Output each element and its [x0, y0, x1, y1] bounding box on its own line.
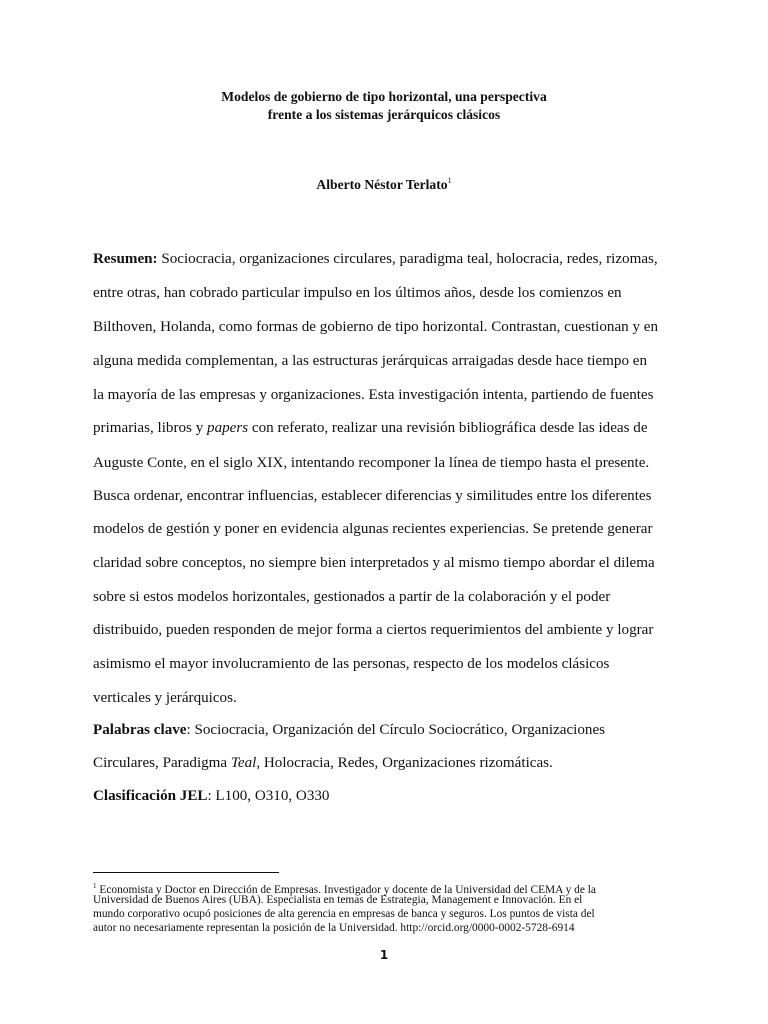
keywords-text-2c: , Holocracia, Redes, Organizaciones rizomáticas. [256, 755, 553, 771]
footnote-line-2: Universidad de Buenos Aires (UBA). Especialista en temas de Estrategia, Management e Innovación. En el [93, 894, 583, 906]
author-line [0, 176, 768, 193]
abstract-text-6c: con referato, realizar una revisión bibliográfica desde las ideas de [251, 420, 648, 436]
footnote-text-1: Economista y Doctor en Dirección de Empresas. Investigador y docente de la Universidad del CEMA y de la [99, 884, 596, 896]
abstract-line-3: Bilthoven, Holanda, como formas de gobierno de tipo horizontal. Contrastan, cuestionan y en [93, 319, 659, 335]
author-footnote-mark: 1 [447, 176, 452, 185]
abstract-line-5: la mayoría de las empresas y organizaciones. Esta investigación intenta, partiendo de fuentes [93, 387, 654, 403]
abstract-label: Resumen: [93, 251, 158, 267]
title-line-2: frente a los sistemas jerárquicos clásicos [267, 107, 501, 122]
abstract-line-1 [93, 250, 658, 268]
abstract-line-13: asimismo el mayor involucramiento de las personas, respecto de los modelos clásicos [93, 656, 610, 672]
abstract-line-9: modelos de gestión y poner en evidencia algunas recientes experiencias. Se pretende generar [93, 521, 653, 537]
footnote-mark: 1 [93, 882, 97, 890]
abstract-line-4: alguna medida complementan, a las estructuras jerárquicas arraigadas desde hace tiempo en [93, 353, 648, 369]
keywords-label: Palabras clave [93, 722, 187, 738]
abstract-text-6a: primarias, libros y [93, 420, 204, 436]
keywords-text-2a: Circulares, Paradigma [93, 755, 228, 771]
jel-line [93, 787, 329, 805]
title-line-1: Modelos de gobierno de tipo horizontal, una perspectiva [221, 89, 547, 104]
keywords-line-1 [93, 721, 605, 739]
abstract-line-8: Busca ordenar, encontrar influencias, establecer diferencias y similitudes entre los diferentes [93, 488, 652, 504]
keywords-text-1: : Sociocracia, Organización del Círculo Sociocrático, Organizaciones [186, 722, 606, 738]
jel-codes: : L100, O310, O330 [207, 788, 330, 804]
abstract-line-14: verticales y jerárquicos. [93, 690, 237, 706]
jel-label: Clasificación JEL [93, 788, 208, 804]
author-name: Alberto Néstor Terlato [316, 177, 448, 192]
paper-title [0, 88, 768, 124]
abstract-line-6 [93, 419, 648, 437]
abstract-text-1: Sociocracia, organizaciones circulares, paradigma teal, holocracia, redes, rizomas, [161, 251, 658, 267]
abstract-line-7: Auguste Conte, en el siglo XIX, intentando recomponer la línea de tiempo hasta el presente. [93, 455, 650, 471]
abstract-line-12: distribuido, pueden responden de mejor forma a ciertos requerimientos del ambiente y lograr [93, 622, 654, 638]
keywords-line-2 [93, 754, 553, 772]
abstract-line-11: sobre si estos modelos horizontales, gestionados a partir de la colaboración y el poder [93, 589, 611, 605]
abstract-line-2: entre otras, han cobrado particular impulso en los últimos años, desde los comienzos en [93, 285, 622, 301]
abstract-line-10: claridad sobre conceptos, no siempre bien interpretados y al mismo tiempo abordar el dilema [93, 555, 655, 571]
page-number: 1 [379, 948, 389, 962]
footnote-line-4: autor no necesariamente representan la posición de la Universidad. http://orcid.org/0000-0002-5728-6914 [93, 922, 575, 934]
footnote-separator [93, 872, 279, 873]
keywords-text-2b: Teal [230, 755, 257, 771]
abstract-text-6b: papers [207, 420, 249, 436]
footnote-line-3: mundo corporativo ocupó posiciones de alta gerencia en empresas de banca y seguros. Los puntos de vista del [93, 908, 595, 920]
